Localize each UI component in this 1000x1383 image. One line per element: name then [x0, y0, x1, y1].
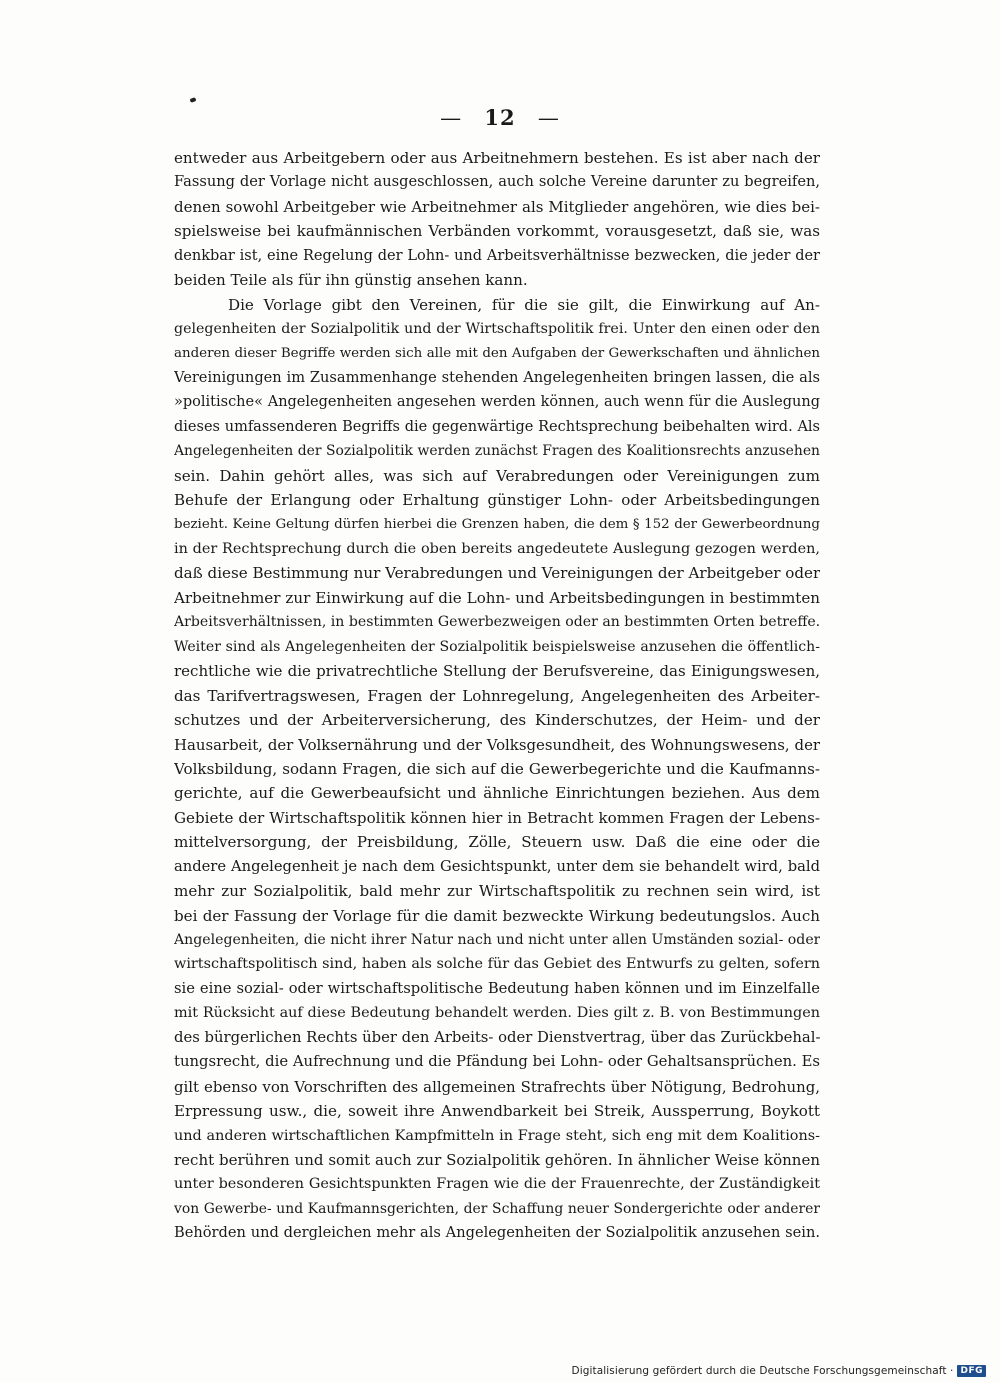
- text-line: tungsrecht, die Aufrechnung und die Pfändung bei Lohn- oder Gehaltsansprüchen. Es: [174, 1053, 820, 1071]
- text-line: Volksbildung, sodann Fragen, die sich auf die Gewerbegerichte und die Kaufmanns-: [174, 759, 820, 778]
- text-line: daß diese Bestimmung nur Verabredungen und Vereinigungen der Arbeitgeber oder: [174, 564, 820, 583]
- digitization-footer: [572, 1365, 986, 1377]
- text-line: gilt ebenso von Vorschriften des allgemeinen Strafrechts über Nötigung, Bedrohung,: [174, 1077, 820, 1096]
- text-line: entweder aus Arbeitgebern oder aus Arbeitnehmern bestehen. Es ist aber nach der: [174, 149, 820, 167]
- text-line: spielsweise bei kaufmännischen Verbänden vorkommt, vorausgesetzt, daß sie, was: [174, 222, 820, 241]
- page-number-dash-right: —: [537, 106, 560, 130]
- text-line: beiden Teile als für ihn günstig ansehen kann.: [174, 271, 528, 290]
- text-line: sein. Dahin gehört alles, was sich auf Verabredungen oder Vereinigungen zum: [174, 466, 820, 485]
- footer-credit-text: Digitalisierung gefördert durch die Deutsche Forschungsgemeinschaft ·: [571, 1365, 954, 1377]
- text-line: »politische« Angelegenheiten angesehen werden können, auch wenn für die Auslegung: [174, 394, 820, 411]
- text-line: mittelversorgung, der Preisbildung, Zölle, Steuern usw. Daß die eine oder die: [174, 833, 820, 852]
- text-line: Arbeitsverhältnissen, in bestimmten Gewerbezweigen oder an bestimmten Orten betreffe.: [174, 614, 820, 631]
- text-line: unter besonderen Gesichtspunkten Fragen wie die der Frauenrechte, der Zuständigkeit: [174, 1176, 820, 1193]
- page-number: 12: [484, 105, 516, 130]
- text-line: denen sowohl Arbeitgeber wie Arbeitnehmer als Mitglieder angehören, wie dies bei-: [174, 197, 820, 216]
- text-line: denkbar ist, eine Regelung der Lohn- und Arbeitsverhältnisse bezwecken, die jeder der: [174, 247, 820, 264]
- text-line: recht berühren und somit auch zur Sozialpolitik gehören. In ähnlicher Weise können: [174, 1150, 820, 1169]
- text-line: des bürgerlichen Rechts über den Arbeits- oder Dienstvertrag, über das Zurückbehal-: [174, 1028, 820, 1046]
- text-line: Weiter sind als Angelegenheiten der Sozialpolitik beispielsweise anzusehen die öffentlich-: [174, 638, 820, 655]
- text-line: sie eine sozial- oder wirtschaftspolitische Bedeutung haben können und im Einzelfalle: [174, 979, 820, 997]
- text-line: gerichte, auf die Gewerbeaufsicht und ähnliche Einrichtungen beziehen. Aus dem: [174, 784, 820, 803]
- text-line: bezieht. Keine Geltung dürfen hierbei die Grenzen haben, die dem § 152 der Gewerbeordnung: [174, 516, 820, 532]
- text-line: Angelegenheiten, die nicht ihrer Natur nach und nicht unter allen Umständen sozial- oder: [174, 932, 820, 948]
- text-line: mehr zur Sozialpolitik, bald mehr zur Wirtschaftspolitik zu rechnen sein wird, ist: [174, 882, 820, 901]
- text-line: Erpressung usw., die, soweit ihre Anwendbarkeit bei Streik, Aussperrung, Boykott: [174, 1102, 820, 1121]
- text-line: Angelegenheiten der Sozialpolitik werden zunächst Fragen des Koalitionsrechts anzusehen: [174, 443, 820, 460]
- dfg-logo: DFG: [957, 1365, 986, 1377]
- text-line: das Tarifvertragswesen, Fragen der Lohnregelung, Angelegenheiten des Arbeiter-: [174, 686, 820, 705]
- text-line: in der Rechtsprechung durch die oben bereits angedeutete Auslegung gezogen werden,: [174, 541, 820, 557]
- text-line: und anderen wirtschaftlichen Kampfmitteln in Frage steht, sich eng mit dem Koalitions-: [174, 1127, 820, 1144]
- page-number-dash-left: —: [440, 106, 463, 130]
- text-line: dieses umfassenderen Begriffs die gegenwärtige Rechtsprechung beibehalten wird. Als: [174, 418, 820, 435]
- text-line: bei der Fassung der Vorlage für die damit bezweckte Wirkung bedeutungslos. Auch: [174, 906, 820, 925]
- text-line: Arbeitnehmer zur Einwirkung auf die Lohn- und Arbeitsbedingungen in bestimmten: [174, 588, 820, 607]
- text-line: Fassung der Vorlage nicht ausgeschlossen, auch solche Vereine darunter zu begreifen,: [174, 173, 820, 191]
- text-line: andere Angelegenheit je nach dem Gesichtspunkt, unter dem sie behandelt wird, bald: [174, 857, 820, 875]
- text-line: schutzes und der Arbeiterversicherung, des Kinderschutzes, der Heim- und der: [174, 711, 820, 730]
- body-text: [174, 146, 820, 1246]
- text-line: Behufe der Erlangung oder Erhaltung günstiger Lohn- oder Arbeitsbedingungen: [174, 491, 820, 510]
- text-line: mit Rücksicht auf diese Bedeutung behandelt werden. Dies gilt z. B. von Bestimmungen: [174, 1005, 820, 1022]
- text-line: anderen dieser Begriffe werden sich alle mit den Aufgaben der Gewerkschaften und ähnlichen: [174, 345, 820, 361]
- text-line: gelegenheiten der Sozialpolitik und der Wirtschaftspolitik frei. Unter den einen oder den: [174, 321, 820, 338]
- text-line: wirtschaftspolitisch sind, haben als solche für das Gebiet des Entwurfs zu gelten, sofern: [174, 956, 820, 973]
- page-number-header: [0, 105, 1000, 130]
- text-line: Behörden und dergleichen mehr als Angelegenheiten der Sozialpolitik anzusehen sein.: [174, 1224, 820, 1242]
- text-line: von Gewerbe- und Kaufmannsgerichten, der Schaffung neuer Sondergerichte oder anderer: [174, 1200, 820, 1217]
- text-line: Hausarbeit, der Volksernährung und der Volksgesundheit, des Wohnungswesens, der: [174, 735, 820, 754]
- text-line: Vereinigungen im Zusammenhange stehenden Angelegenheiten bringen lassen, die als: [174, 368, 820, 386]
- text-line: rechtliche wie die privatrechtliche Stellung der Berufsvereine, das Einigungswesen,: [174, 662, 820, 681]
- text-line: Gebiete der Wirtschaftspolitik können hier in Betracht kommen Fragen der Lebens-: [174, 808, 820, 827]
- text-line: Die Vorlage gibt den Vereinen, für die sie gilt, die Einwirkung auf An-: [228, 295, 820, 314]
- ink-speck: [189, 97, 196, 103]
